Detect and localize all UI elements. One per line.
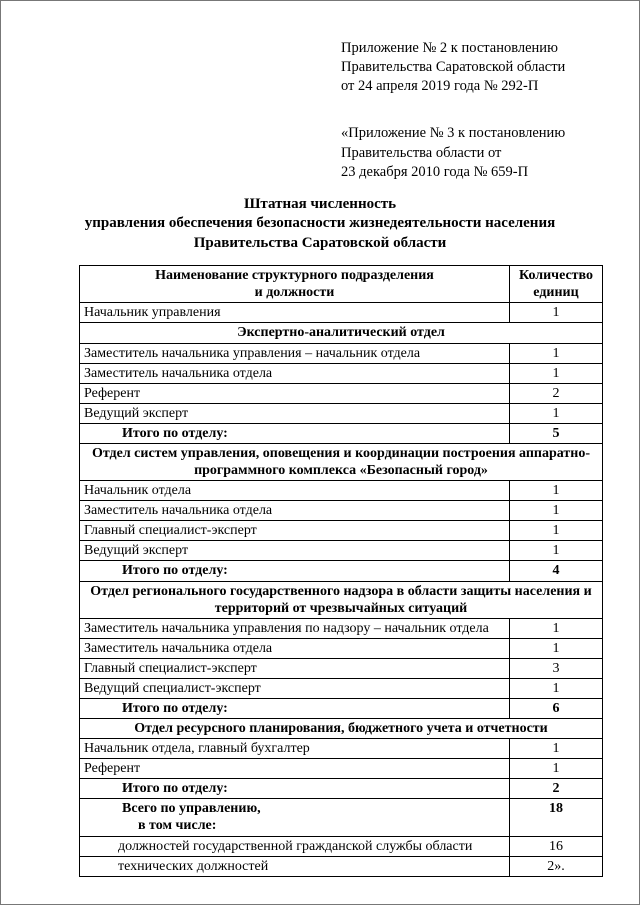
position-label-cell: Итого по отделу: xyxy=(80,779,510,799)
document-title-line: Правительства Саратовской области xyxy=(193,234,447,251)
table-row xyxy=(80,443,603,480)
table-row xyxy=(80,856,603,876)
appendix-2-line: «Приложение № 3 к постановлению xyxy=(341,125,566,142)
table-row xyxy=(80,541,603,561)
staff-table xyxy=(79,265,603,876)
position-label-cell: Итого по отделу: xyxy=(80,423,510,443)
unit-count-cell: 1 xyxy=(510,343,603,363)
table-row xyxy=(80,581,603,618)
document-title-line: управления обеспечения безопасности жизнедеятельности населения xyxy=(84,215,556,232)
position-label-cell: Главный специалист-эксперт xyxy=(80,658,510,678)
section-header-cell: Отдел ресурсного планирования, бюджетного учета и отчетности xyxy=(80,719,603,739)
document-title-line: Штатная численность xyxy=(243,195,397,212)
table-row xyxy=(80,759,603,779)
table-row xyxy=(80,618,603,638)
table-row xyxy=(80,739,603,759)
table-row xyxy=(80,678,603,698)
position-label-cell: Главный специалист-эксперт xyxy=(80,521,510,541)
position-label-line: в том числе: xyxy=(138,818,217,834)
table-row xyxy=(80,836,603,856)
unit-count-cell: 4 xyxy=(510,561,603,581)
table-row xyxy=(80,779,603,799)
position-label-cell: Заместитель начальника управления по надзору – начальник отдела xyxy=(80,618,510,638)
appendix-1-line: Приложение № 2 к постановлению xyxy=(341,40,558,56)
unit-count-cell: 1 xyxy=(510,618,603,638)
document-title xyxy=(1,195,639,254)
unit-count-cell: 2 xyxy=(510,383,603,403)
table-row xyxy=(80,481,603,501)
table-row xyxy=(80,719,603,739)
position-label-cell: Заместитель начальника отдела xyxy=(80,638,510,658)
table-row xyxy=(80,561,603,581)
table-header-row xyxy=(80,266,603,303)
table-row xyxy=(80,658,603,678)
appendix-1-line: Правительства Саратовской области xyxy=(341,59,566,76)
staff-table-body xyxy=(80,303,603,876)
position-label-cell: Начальник отдела xyxy=(80,481,510,501)
table-row xyxy=(80,323,603,343)
unit-count-cell: 18 xyxy=(510,799,603,836)
position-label-line: Всего по управлению, xyxy=(122,801,261,817)
position-label-cell: Ведущий эксперт xyxy=(80,541,510,561)
table-row xyxy=(80,403,603,423)
table-row xyxy=(80,501,603,521)
unit-count-cell: 6 xyxy=(510,698,603,718)
column-header-name-line: Наименование структурного подразделения xyxy=(155,268,434,284)
section-header-cell: Отдел регионального государственного надзора в области защиты населения и территорий от чрезвычайных ситуаций xyxy=(80,581,603,618)
table-row xyxy=(80,363,603,383)
section-header-cell: Отдел систем управления, оповещения и координации построения аппаратно-программного комплекса «Безопасный город» xyxy=(80,443,603,480)
position-label-cell: Начальник управления xyxy=(80,303,510,323)
unit-count-cell: 1 xyxy=(510,541,603,561)
unit-count-cell: 2 xyxy=(510,779,603,799)
unit-count-cell: 1 xyxy=(510,481,603,501)
table-row xyxy=(80,303,603,323)
position-label-cell: Референт xyxy=(80,383,510,403)
unit-count-cell: 1 xyxy=(510,363,603,383)
unit-count-cell: 1 xyxy=(510,739,603,759)
position-label-cell: Итого по отделу: xyxy=(80,561,510,581)
position-label-cell: должностей государственной гражданской службы области xyxy=(80,836,510,856)
table-row xyxy=(80,423,603,443)
unit-count-cell: 1 xyxy=(510,403,603,423)
appendix-reference-2 xyxy=(341,124,639,181)
position-label-cell: Ведущий специалист-эксперт xyxy=(80,678,510,698)
unit-count-cell: 2». xyxy=(510,856,603,876)
table-row xyxy=(80,799,603,836)
unit-count-cell: 1 xyxy=(510,759,603,779)
appendix-2-line: 23 декабря 2010 года № 659-П xyxy=(341,163,529,180)
position-label-cell: Заместитель начальника управления – начальник отдела xyxy=(80,343,510,363)
position-label-cell: Итого по отделу: xyxy=(80,698,510,718)
table-row xyxy=(80,343,603,363)
table-row xyxy=(80,698,603,718)
table-row xyxy=(80,521,603,541)
unit-count-cell: 5 xyxy=(510,423,603,443)
column-header-count xyxy=(510,266,603,303)
position-label-cell: Начальник отдела, главный бухгалтер xyxy=(80,739,510,759)
unit-count-cell: 1 xyxy=(510,678,603,698)
unit-count-cell: 1 xyxy=(510,501,603,521)
appendix-2-line: Правительства области от xyxy=(341,144,502,161)
unit-count-cell: 1 xyxy=(510,303,603,323)
table-row xyxy=(80,383,603,403)
position-label-cell: Референт xyxy=(80,759,510,779)
position-label-cell: технических должностей xyxy=(80,856,510,876)
column-header-name xyxy=(80,266,510,303)
position-label-cell: Заместитель начальника отдела xyxy=(80,501,510,521)
column-header-name-line: и должности xyxy=(254,285,335,301)
unit-count-cell: 1 xyxy=(510,521,603,541)
position-label-cell xyxy=(80,799,510,836)
column-header-count-line: единиц xyxy=(533,285,579,301)
appendix-1-line: от 24 апреля 2019 года № 292-П xyxy=(341,78,539,95)
unit-count-cell: 3 xyxy=(510,658,603,678)
position-label-cell: Ведущий эксперт xyxy=(80,403,510,423)
unit-count-cell: 1 xyxy=(510,638,603,658)
column-header-count-line: Количество xyxy=(518,268,594,284)
appendix-reference-1 xyxy=(341,1,639,96)
position-label-cell: Заместитель начальника отдела xyxy=(80,363,510,383)
unit-count-cell: 16 xyxy=(510,836,603,856)
section-header-cell: Экспертно-аналитический отдел xyxy=(80,323,603,343)
table-row xyxy=(80,638,603,658)
